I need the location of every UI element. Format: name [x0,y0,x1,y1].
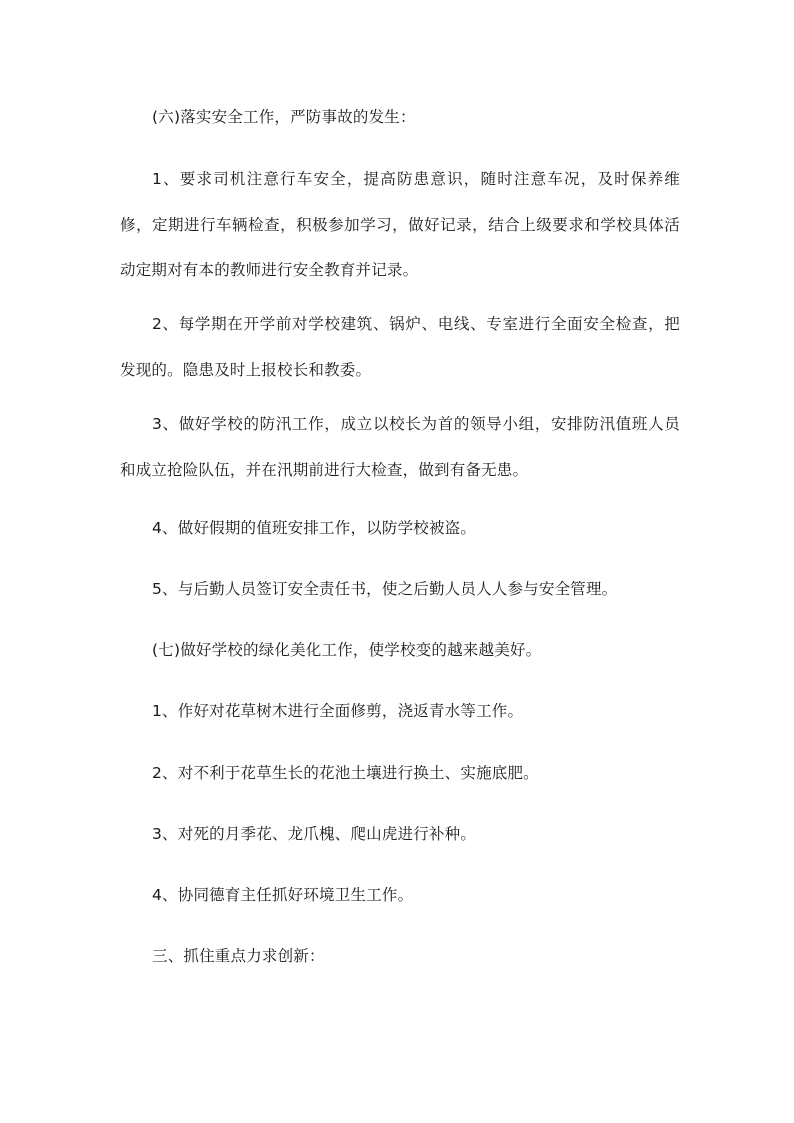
section-heading-3: 三、抓住重点力求创新： [152,947,325,965]
paragraph-item: 2、每学期在开学前对学校建筑、锅炉、电线、专室进行全面安全检查，把发现的。隐患及时上报校长和教委。 [120,315,680,379]
section-heading-7: (七)做好学校的绿化美化工作，使学校变的越来越美好。 [152,641,542,659]
paragraph-item: 1、作好对花草树木进行全面修剪，浇返青水等工作。 [152,702,524,720]
paragraph-item: 1、要求司机注意行车安全，提高防患意识，随时注意车况，及时保养维修，定期进行车辆检查，积极参加学习，做好记录，结合上级要求和学校具体活动定期对有本的教师进行安全教育并记录。 [120,170,680,280]
paragraph-item: 3、做好学校的防汛工作，成立以校长为首的领导小组，安排防汛值班人员和成立抢险队伍，并在汛期前进行大检查，做到有备无患。 [120,415,680,479]
paragraph-item: 4、协同德育主任抓好环境卫生工作。 [152,886,414,904]
paragraph-item: 4、做好假期的值班安排工作，以防学校被盗。 [152,519,477,537]
paragraph-item: 5、与后勤人员签订安全责任书，使之后勤人员人人参与安全管理。 [152,580,618,598]
paragraph-item: 2、对不利于花草生长的花池土壤进行换土、实施底肥。 [152,764,539,782]
paragraph-item: 3、对死的月季花、龙爪槐、爬山虎进行补种。 [152,825,477,843]
section-heading-6: (六)落实安全工作，严防事故的发生： [152,108,416,126]
